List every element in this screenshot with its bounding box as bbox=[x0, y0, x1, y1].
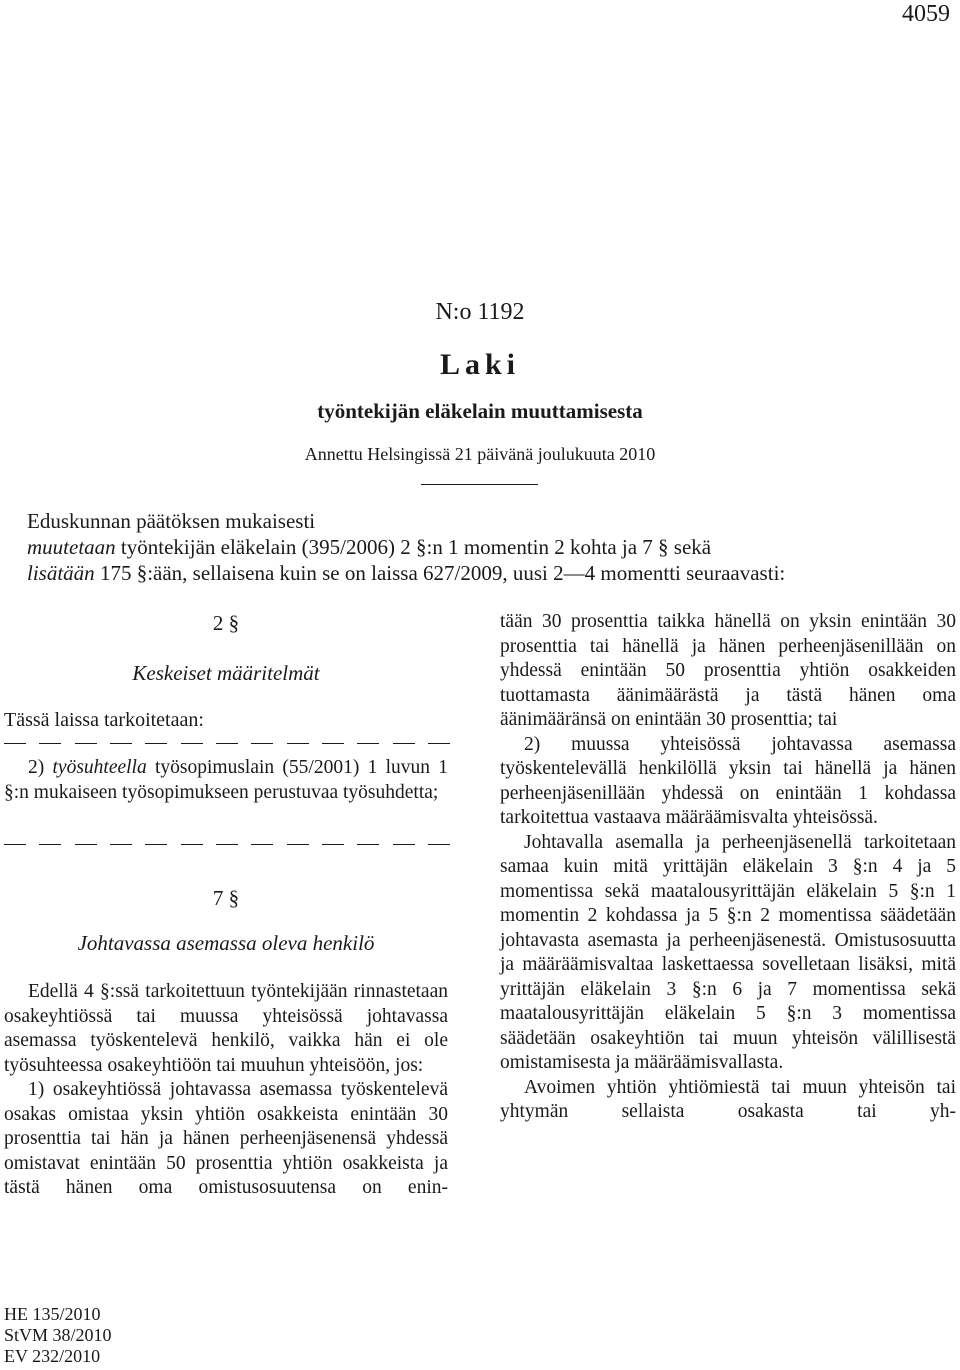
section-2-heading: 2 § bbox=[212, 611, 240, 635]
right-paragraph-1: tään 30 prosenttia taikka hänellä on yksin enintään 30 prosenttia tai hänellä ja hänen perheenjäsenillään on yhdessä enintään 50 prosenttia yhtiön osakkeiden tuottamasta äänimäärästä ja tästä hänen oma äänimääränsä on enintään 30 prosenttia; tai bbox=[500, 611, 956, 730]
item-2-term: työsuhteella bbox=[52, 757, 147, 778]
section-7-paragraph-2: 1) osakeyhtiössä johtavassa asemassa työskentelevä osakas omistaa yksin yhtiön osakkeista enintään 30 prosenttia tai hän ja hänen perheenjäsenensä yhdessä omistavat enintään 50 prosenttia yhtiön osakkeista ja tästä hänen oma omistusosuutensa on enin- bbox=[4, 1079, 448, 1198]
reference-ev: EV 232/2010 bbox=[4, 1346, 101, 1366]
omission-dashes-2 bbox=[4, 844, 450, 846]
given-date-line: Annettu Helsingissä 21 päivänä joulukuuta 2010 bbox=[304, 444, 656, 464]
intro-line-3 bbox=[27, 560, 937, 586]
omission-dashes-1 bbox=[4, 743, 450, 745]
intro-keyword-muutetaan: muutetaan bbox=[27, 535, 116, 559]
section-2-lead: Tässä laissa tarkoitetaan: bbox=[4, 709, 204, 731]
reference-he: HE 135/2010 bbox=[4, 1304, 101, 1324]
right-paragraph-2: 2) muussa yhteisössä johtavassa asemassa työskentelevällä henkilöllä yksin tai hänellä ja hänen perheenjäsenillään yhdessä on enintään 1 kohdassa tarkoitettua vastaava määräämisvalta yhteisössä. bbox=[500, 733, 956, 828]
intro-line-3-text: 175 §:ään, sellaisena kuin se on laissa 627/2009, uusi 2—4 momentti seuraavasti: bbox=[94, 561, 786, 585]
right-column-body bbox=[500, 610, 956, 1125]
section-7-heading: 7 § bbox=[212, 886, 240, 910]
section-2-title: Keskeiset määritelmät bbox=[132, 661, 320, 685]
page-number: 4059 bbox=[902, 1, 950, 27]
section-2-item-2 bbox=[4, 756, 448, 805]
intro-keyword-lisataan: lisätään bbox=[27, 561, 95, 585]
section-7-paragraph-1: Edellä 4 §:ssä tarkoitettuun työntekijään rinnastetaan osakeyhtiössä tai muussa yhteisössä johtavassa asemassa työskentelevä henkilö, vaikka hän ei ole työsuhteessa osakeyhtiöön tai muuhun yhteisöön, jos: bbox=[4, 981, 448, 1076]
intro-line-1: Eduskunnan päätöksen mukaisesti bbox=[27, 509, 316, 533]
section-7-title: Johtavassa asemassa oleva henkilö bbox=[77, 931, 375, 955]
item-2-text: työsopimuslain (55/2001) 1 luvun 1 §:n mukaiseen työsopimukseen perustuvaa työsuhdetta; bbox=[4, 757, 448, 803]
reference-stvm: StVM 38/2010 bbox=[4, 1325, 112, 1345]
right-paragraph-3: Johtavalla asemalla ja perheenjäsenellä tarkoitetaan samaa kuin mitä yrittäjän eläkelain 3 §:n 4 ja 5 momentissa sekä maatalousyrittäjän eläkelain 5 §:n 1 momentin 2 kohdassa ja 5 §:n 2 momentissa säädetään johtavasta asemasta ja perheenjäsenestä. Omistusosuutta ja määräämisvaltaa laskettaessa sovelletaan lisäksi, mitä yrittäjän eläkelain 3 §:n 6 ja 7 momentissa sekä maatalousyrittäjän eläkelain 5 §:n 3 momentissa säädetään osakeyhtiön tai muun yhteisön välillisestä omistamisesta ja määräämisvallasta. bbox=[500, 831, 956, 1073]
intro-line-2-text: työntekijän eläkelain (395/2006) 2 §:n 1 momentin 2 kohta ja 7 § sekä bbox=[115, 535, 712, 559]
statute-number: N:o 1192 bbox=[435, 299, 525, 325]
intro-line-2 bbox=[27, 534, 937, 560]
document-subtitle: työntekijän eläkelain muuttamisesta bbox=[317, 399, 643, 423]
right-paragraph-4: Avoimen yhtiön yhtiömiestä tai muun yhteisön tai yhtymän sellaista osakasta tai yh- bbox=[500, 1076, 956, 1122]
section-7-body bbox=[4, 980, 448, 1201]
legislative-references bbox=[4, 1304, 112, 1367]
document-type-heading: Laki bbox=[439, 348, 521, 381]
item-2-number: 2) bbox=[28, 757, 53, 778]
header-divider bbox=[421, 484, 538, 485]
